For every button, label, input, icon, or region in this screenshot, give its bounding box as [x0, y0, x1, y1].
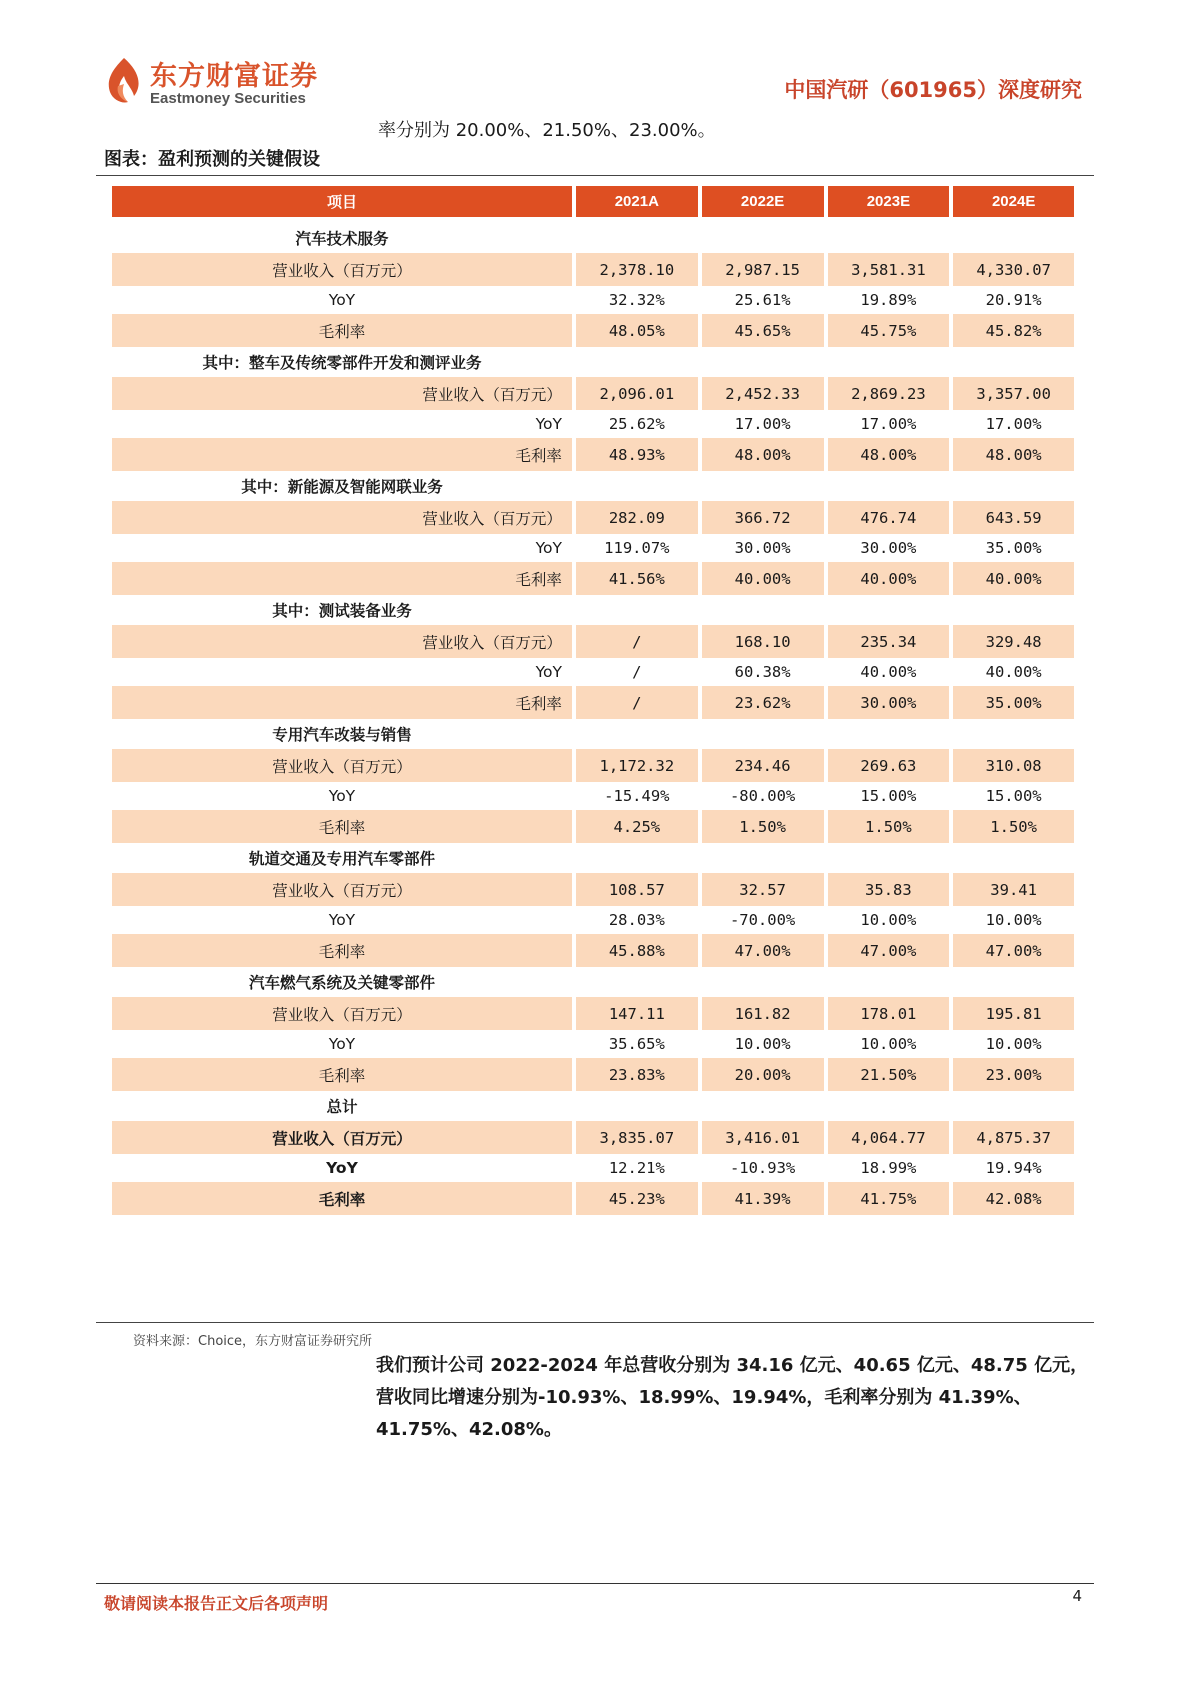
- table-row: [112, 625, 1074, 658]
- value-cell: 47.00%: [828, 934, 950, 967]
- section-label: 总计: [326, 1098, 358, 1116]
- section-label: 其中：整车及传统零部件开发和测评业务: [202, 354, 482, 372]
- row-label: 营业收入（百万元）: [112, 501, 572, 534]
- value-cell: 108.57: [576, 873, 698, 906]
- value-cell: 48.00%: [702, 438, 824, 471]
- table-row: [112, 501, 1074, 534]
- value-cell: 17.00%: [734, 415, 791, 433]
- value-cell: 10.00%: [860, 911, 917, 929]
- column-header-year: 2024E: [953, 186, 1074, 223]
- value-cell: 45.23%: [576, 1182, 698, 1215]
- row-label: 营业收入（百万元）: [112, 253, 572, 286]
- value-cell: 48.05%: [576, 314, 698, 347]
- section-row: [112, 347, 1074, 377]
- value-cell: 20.91%: [985, 291, 1042, 309]
- table-row: [112, 997, 1074, 1030]
- value-cell: 3,357.00: [953, 377, 1074, 410]
- value-cell: -15.49%: [604, 787, 670, 805]
- value-cell: 35.00%: [985, 539, 1042, 557]
- empty-cell: [576, 595, 698, 625]
- analysis-paragraph: [376, 1350, 1094, 1446]
- logo-text-cn: 东方财富证券: [150, 61, 318, 92]
- row-label: 毛利率: [112, 810, 572, 843]
- value-cell: 18.99%: [860, 1159, 917, 1177]
- table-row: [112, 934, 1074, 967]
- value-cell: 17.00%: [860, 415, 917, 433]
- table-row: [112, 658, 1074, 686]
- section-label: 汽车技术服务: [295, 230, 389, 248]
- section-row: [112, 843, 1074, 873]
- row-label: 毛利率: [112, 1182, 572, 1215]
- value-cell: 329.48: [953, 625, 1074, 658]
- value-cell: 2,869.23: [828, 377, 950, 410]
- row-label: 营业收入（百万元）: [112, 997, 572, 1030]
- section-label: 汽车燃气系统及关键零部件: [248, 974, 435, 992]
- value-cell: 2,452.33: [702, 377, 824, 410]
- empty-cell: [702, 843, 824, 873]
- row-label: 营业收入（百万元）: [112, 377, 572, 410]
- value-cell: 60.38%: [734, 663, 791, 681]
- source-note: 资料来源：Choice，东方财富证券研究所: [133, 1334, 373, 1349]
- flame-logo-icon: [104, 56, 144, 106]
- value-cell: 30.00%: [860, 539, 917, 557]
- value-cell: 23.83%: [576, 1058, 698, 1091]
- value-cell: 35.83: [828, 873, 950, 906]
- empty-cell: [828, 1091, 950, 1121]
- logo: [104, 54, 344, 114]
- empty-cell: [702, 347, 824, 377]
- value-cell: 168.10: [702, 625, 824, 658]
- value-cell: 20.00%: [702, 1058, 824, 1091]
- value-cell: 45.82%: [953, 314, 1074, 347]
- value-cell: -10.93%: [729, 1159, 796, 1177]
- value-cell: 147.11: [576, 997, 698, 1030]
- empty-cell: [953, 347, 1074, 377]
- table-row: [112, 562, 1074, 595]
- empty-cell: [576, 223, 698, 253]
- value-cell: 48.00%: [953, 438, 1074, 471]
- value-cell: 23.62%: [702, 686, 824, 719]
- value-cell: 2,096.01: [576, 377, 698, 410]
- value-cell: 28.03%: [608, 911, 665, 929]
- empty-cell: [702, 967, 824, 997]
- empty-cell: [576, 347, 698, 377]
- empty-cell: [702, 471, 824, 501]
- row-label: YoY: [328, 911, 356, 929]
- table-row: [112, 873, 1074, 906]
- value-cell: 45.88%: [576, 934, 698, 967]
- table-caption: 图表：盈利预测的关键假设: [104, 149, 320, 170]
- empty-cell: [828, 719, 950, 749]
- value-cell: 10.00%: [985, 1035, 1042, 1053]
- section-label: 其中：新能源及智能网联业务: [241, 478, 443, 496]
- value-cell: 39.41: [953, 873, 1074, 906]
- section-row: [112, 595, 1074, 625]
- value-cell: 3,581.31: [828, 253, 950, 286]
- table-row: [112, 1182, 1074, 1215]
- empty-cell: [828, 223, 950, 253]
- table-row: [112, 906, 1074, 934]
- value-cell: 1.50%: [828, 810, 950, 843]
- empty-cell: [828, 595, 950, 625]
- empty-cell: [953, 843, 1074, 873]
- row-label: YoY: [326, 1159, 358, 1177]
- empty-cell: [953, 967, 1074, 997]
- value-cell: -70.00%: [729, 911, 796, 929]
- value-cell: 10.00%: [860, 1035, 917, 1053]
- row-label: YoY: [328, 787, 356, 805]
- logo-text-en: Eastmoney Securities: [150, 90, 306, 107]
- value-cell: 32.32%: [608, 291, 665, 309]
- value-cell: 1,172.32: [576, 749, 698, 782]
- section-label: 轨道交通及专用汽车零部件: [248, 850, 435, 868]
- value-cell: 2,378.10: [576, 253, 698, 286]
- footer-divider: [96, 1583, 1094, 1584]
- row-label: 营业收入（百万元）: [112, 749, 572, 782]
- row-label: 毛利率: [112, 562, 572, 595]
- value-cell: 4.25%: [576, 810, 698, 843]
- table-row: [112, 438, 1074, 471]
- value-cell: 195.81: [953, 997, 1074, 1030]
- table-row: [112, 1058, 1074, 1091]
- empty-cell: [702, 595, 824, 625]
- value-cell: 269.63: [828, 749, 950, 782]
- value-cell: 234.46: [702, 749, 824, 782]
- value-cell: 178.01: [828, 997, 950, 1030]
- value-cell: /: [576, 625, 698, 658]
- value-cell: 21.50%: [828, 1058, 950, 1091]
- value-cell: 19.94%: [985, 1159, 1042, 1177]
- column-header-year: 2022E: [702, 186, 824, 223]
- value-cell: 30.00%: [828, 686, 950, 719]
- value-cell: 47.00%: [953, 934, 1074, 967]
- column-header-year: 2023E: [828, 186, 950, 223]
- value-cell: 282.09: [576, 501, 698, 534]
- value-cell: 45.75%: [828, 314, 950, 347]
- table-row: [112, 810, 1074, 843]
- value-cell: 1.50%: [702, 810, 824, 843]
- table-row: [112, 314, 1074, 347]
- value-cell: 40.00%: [860, 663, 917, 681]
- value-cell: 47.00%: [702, 934, 824, 967]
- empty-cell: [576, 843, 698, 873]
- section-row: [112, 719, 1074, 749]
- empty-cell: [953, 223, 1074, 253]
- empty-cell: [702, 719, 824, 749]
- value-cell: 45.65%: [702, 314, 824, 347]
- value-cell: 41.56%: [576, 562, 698, 595]
- continuation-text: 率分别为 20.00%、21.50%、23.00%。: [378, 120, 716, 141]
- row-label: 毛利率: [112, 314, 572, 347]
- row-label: YoY: [535, 539, 562, 557]
- value-cell: /: [632, 663, 642, 681]
- value-cell: 4,875.37: [953, 1121, 1074, 1154]
- table-row: [112, 410, 1074, 438]
- section-label: 专用汽车改装与销售: [272, 726, 412, 744]
- value-cell: 48.93%: [576, 438, 698, 471]
- table-row: [112, 749, 1074, 782]
- value-cell: 161.82: [702, 997, 824, 1030]
- value-cell: 119.07%: [604, 539, 670, 557]
- empty-cell: [576, 1091, 698, 1121]
- page-number: 4: [1072, 1587, 1082, 1605]
- empty-cell: [828, 471, 950, 501]
- section-row: [112, 471, 1074, 501]
- row-label: YoY: [328, 291, 356, 309]
- row-label: YoY: [328, 1035, 356, 1053]
- value-cell: 3,416.01: [702, 1121, 824, 1154]
- divider: [96, 1322, 1094, 1323]
- value-cell: 3,835.07: [576, 1121, 698, 1154]
- section-row: [112, 223, 1074, 253]
- empty-cell: [828, 967, 950, 997]
- value-cell: 310.08: [953, 749, 1074, 782]
- table-row: [112, 534, 1074, 562]
- value-cell: /: [576, 686, 698, 719]
- value-cell: 40.00%: [702, 562, 824, 595]
- value-cell: 15.00%: [985, 787, 1042, 805]
- value-cell: 30.00%: [734, 539, 791, 557]
- empty-cell: [576, 719, 698, 749]
- table-row: [112, 286, 1074, 314]
- value-cell: 35.00%: [953, 686, 1074, 719]
- value-cell: 2,987.15: [702, 253, 824, 286]
- value-cell: 17.00%: [985, 415, 1042, 433]
- value-cell: 23.00%: [953, 1058, 1074, 1091]
- value-cell: 41.39%: [702, 1182, 824, 1215]
- column-header-year: 2021A: [576, 186, 698, 223]
- value-cell: 25.61%: [734, 291, 791, 309]
- report-title: 中国汽研（601965）深度研究: [784, 78, 1082, 102]
- section-row: [112, 1091, 1074, 1121]
- empty-cell: [953, 471, 1074, 501]
- table-row: [112, 1121, 1074, 1154]
- empty-cell: [953, 595, 1074, 625]
- paragraph-text: 我们预计公司 2022-2024 年总营收分别为 34.16 亿元、40.65 亿元、48.75 亿元，营收同比增速分别为-10.93%、18.99%、19.94%，毛利率分别为 41.39%、41.75%、42.08%。: [376, 1355, 1089, 1440]
- row-label: 营业收入（百万元）: [112, 625, 572, 658]
- row-label: 营业收入（百万元）: [112, 1121, 572, 1154]
- value-cell: 643.59: [953, 501, 1074, 534]
- row-label: 毛利率: [112, 934, 572, 967]
- value-cell: 40.00%: [828, 562, 950, 595]
- value-cell: 15.00%: [860, 787, 917, 805]
- column-header-item: 项目: [112, 186, 572, 223]
- row-label: 营业收入（百万元）: [112, 873, 572, 906]
- value-cell: 48.00%: [828, 438, 950, 471]
- forecast-table: [108, 186, 1078, 1215]
- empty-cell: [953, 719, 1074, 749]
- value-cell: 10.00%: [985, 911, 1042, 929]
- table-row: [112, 1154, 1074, 1182]
- value-cell: 40.00%: [953, 562, 1074, 595]
- empty-cell: [576, 967, 698, 997]
- empty-cell: [828, 347, 950, 377]
- empty-cell: [702, 223, 824, 253]
- section-label: 其中：测试装备业务: [272, 602, 412, 620]
- value-cell: 476.74: [828, 501, 950, 534]
- value-cell: 1.50%: [953, 810, 1074, 843]
- empty-cell: [576, 471, 698, 501]
- divider: [96, 175, 1094, 176]
- value-cell: 32.57: [702, 873, 824, 906]
- value-cell: 10.00%: [734, 1035, 791, 1053]
- value-cell: 19.89%: [860, 291, 917, 309]
- value-cell: 4,064.77: [828, 1121, 950, 1154]
- footer-disclaimer: 敬请阅读本报告正文后各项声明: [104, 1594, 329, 1613]
- value-cell: 42.08%: [953, 1182, 1074, 1215]
- table-row: [112, 1030, 1074, 1058]
- table-header-row: [112, 186, 1074, 223]
- row-label: 毛利率: [112, 438, 572, 471]
- value-cell: -80.00%: [729, 787, 796, 805]
- row-label: 毛利率: [112, 1058, 572, 1091]
- value-cell: 366.72: [702, 501, 824, 534]
- value-cell: 12.21%: [608, 1159, 665, 1177]
- row-label: 毛利率: [112, 686, 572, 719]
- empty-cell: [828, 843, 950, 873]
- value-cell: 35.65%: [608, 1035, 665, 1053]
- value-cell: 235.34: [828, 625, 950, 658]
- empty-cell: [702, 1091, 824, 1121]
- section-row: [112, 967, 1074, 997]
- table-row: [112, 782, 1074, 810]
- value-cell: 4,330.07: [953, 253, 1074, 286]
- table-row: [112, 377, 1074, 410]
- value-cell: 41.75%: [828, 1182, 950, 1215]
- table-row: [112, 253, 1074, 286]
- table-row: [112, 686, 1074, 719]
- value-cell: 25.62%: [608, 415, 665, 433]
- empty-cell: [953, 1091, 1074, 1121]
- row-label: YoY: [535, 663, 562, 681]
- value-cell: 40.00%: [985, 663, 1042, 681]
- row-label: YoY: [535, 415, 562, 433]
